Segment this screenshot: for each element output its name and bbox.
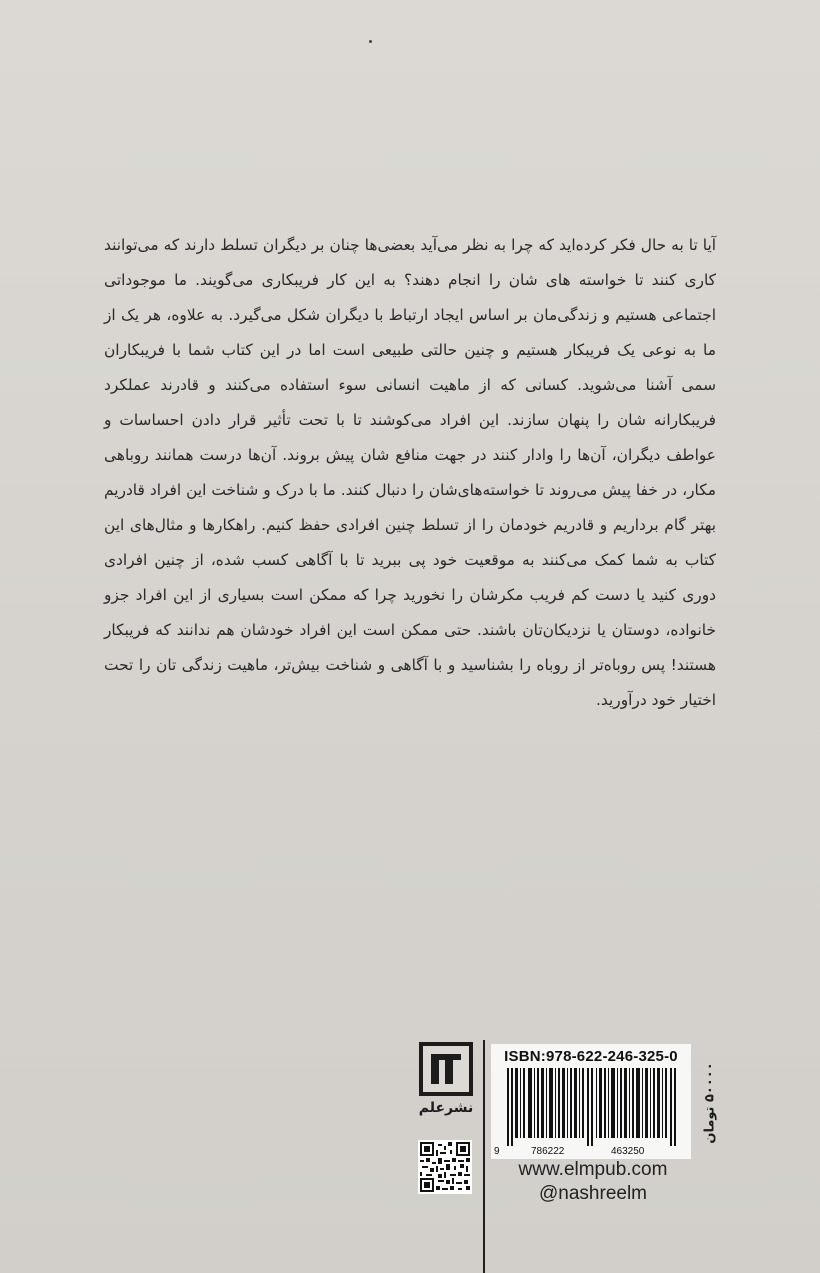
barcode-digit-first: 9 xyxy=(494,1146,500,1157)
back-cover-blurb xyxy=(104,228,716,718)
qr-code-icon xyxy=(418,1140,472,1194)
blurb-paragraph: آیا تا به حال فکر کرده‌اید که چرا به نظر می‌آید بعضی‌ها چنان بر دیگران تسلط دارند که می‌توانند کاری کنند تا خواسته‌ های شان را انجام دهند؟ به این کار فریبکاری می‌گویند. ما موجوداتی اجتماعی هستیم و زندگی‌مان بر اساس ایجاد ارتباط با دیگران شکل می‌گیرد. به علاوه، هر یک از ما به نوعی یک فریبکار هستیم و چنین حالتی طبیعی است اما در این کتاب شما با فریبکاران سمی آشنا می‌شوید. کسانی که از ماهیت انسانی سوء استفاده می‌کنند و قادرند عملکرد فریبکارانه شان را پنهان سازند. این افراد می‌کوشند تا با تحت تأثیر قرار دادن احساسات و عواطف دیگران، آن‌ها را وادار کنند در جهت منافع شان پیش بروند. آن‌ها درست همانند روباهی مکار، در خفا پیش می‌روند تا خواسته‌های‌شان را دنبال کنند. ما با درک و شناخت این افراد قادریم بهتر گام برداریم و قادریم خودمان را از تسلط چنین افرادی حفظ کنیم. راهکارها و مثال‌های این کتاب به شما کمک می‌کنند به موقعیت خود پی ببرید تا با آگاهی کسب شده، از چنین افرادی دوری کنید یا دست کم فریب مکرشان را نخورید چرا که ممکن است بسیاری از این افراد جزو خانواده، دوستان یا نزدیکان‌تان باشند. حتی ممکن است این افراد خودشان هم ندانند که فریبکار هستند! پس روباه‌تر از روباه را بشناسید و با آگاهی و شناخت بیش‌تر، ماهیت زندگی تان را تحت اختیار خود درآورید. xyxy=(104,236,716,709)
barcode-bars-icon xyxy=(507,1068,683,1146)
publisher-contact xyxy=(493,1158,693,1206)
isbn-barcode xyxy=(491,1044,691,1159)
price-label xyxy=(696,1048,724,1158)
publisher-name: نشرعلم xyxy=(418,1100,474,1116)
website-link: www.elmpub.com xyxy=(518,1159,668,1180)
ink-speck xyxy=(369,40,372,43)
vertical-divider-line xyxy=(483,1040,485,1273)
isbn-text: ISBN:978-622-246-325-0 xyxy=(504,1048,678,1065)
barcode-digits-left: 786222 xyxy=(531,1146,565,1157)
publisher-logo-icon xyxy=(419,1042,473,1096)
barcode-digits-right: 463250 xyxy=(611,1146,645,1157)
instagram-handle: @nashreelm xyxy=(539,1183,647,1204)
publisher-logo xyxy=(416,1042,476,1116)
price-text: ۵۰۰۰۰ تومان xyxy=(702,1062,718,1144)
